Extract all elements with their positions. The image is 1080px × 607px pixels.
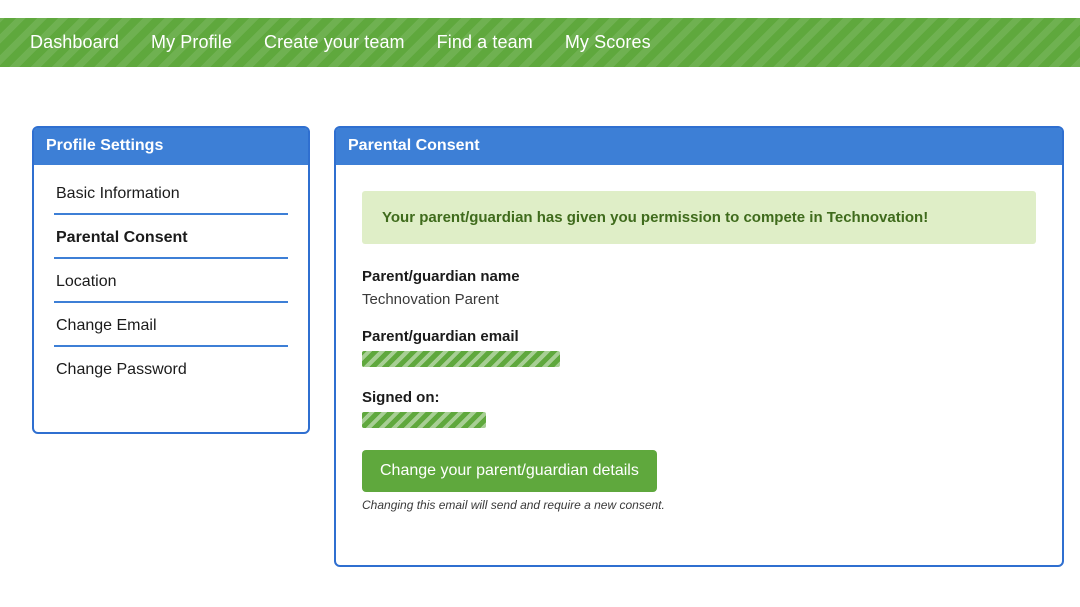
parent-email-label: Parent/guardian email bbox=[362, 328, 519, 345]
parental-consent-body bbox=[336, 165, 1062, 532]
nav-item-dashboard[interactable]: Dashboard bbox=[30, 32, 119, 52]
nav-item-create-your-team[interactable]: Create your team bbox=[263, 32, 405, 52]
sidebar-item-location[interactable]: Location bbox=[54, 259, 288, 303]
top-navigation-bar bbox=[0, 18, 1080, 67]
parent-name-value: Technovation Parent bbox=[362, 291, 499, 308]
sidebar-item-basic-information[interactable]: Basic Information bbox=[54, 171, 288, 215]
page-scrollbar[interactable] bbox=[1072, 0, 1080, 607]
change-email-note: Changing this email will send and require a new consent. bbox=[362, 498, 665, 512]
profile-settings-list bbox=[34, 165, 308, 397]
parental-consent-title: Parental Consent bbox=[336, 128, 1062, 165]
profile-settings-title: Profile Settings bbox=[34, 128, 308, 165]
nav-item-my-scores[interactable]: My Scores bbox=[564, 32, 651, 52]
parent-email-redacted-value bbox=[362, 351, 560, 367]
nav-item-my-profile[interactable]: My Profile bbox=[150, 32, 232, 52]
sidebar-item-change-password[interactable]: Change Password bbox=[56, 361, 187, 378]
nav-item-find-a-team[interactable]: Find a team bbox=[436, 32, 533, 52]
signed-on-label: Signed on: bbox=[362, 389, 440, 406]
profile-settings-panel bbox=[32, 126, 310, 434]
signed-on-redacted-value bbox=[362, 412, 486, 428]
parent-name-label: Parent/guardian name bbox=[362, 268, 520, 285]
consent-success-alert: Your parent/guardian has given you permission to compete in Technovation! bbox=[362, 191, 1036, 244]
sidebar-item-parental-consent[interactable]: Parental Consent bbox=[54, 215, 288, 259]
change-parent-details-button[interactable]: Change your parent/guardian details bbox=[362, 450, 657, 492]
parental-consent-panel bbox=[334, 126, 1064, 567]
sidebar-item-change-email[interactable]: Change Email bbox=[54, 303, 288, 347]
